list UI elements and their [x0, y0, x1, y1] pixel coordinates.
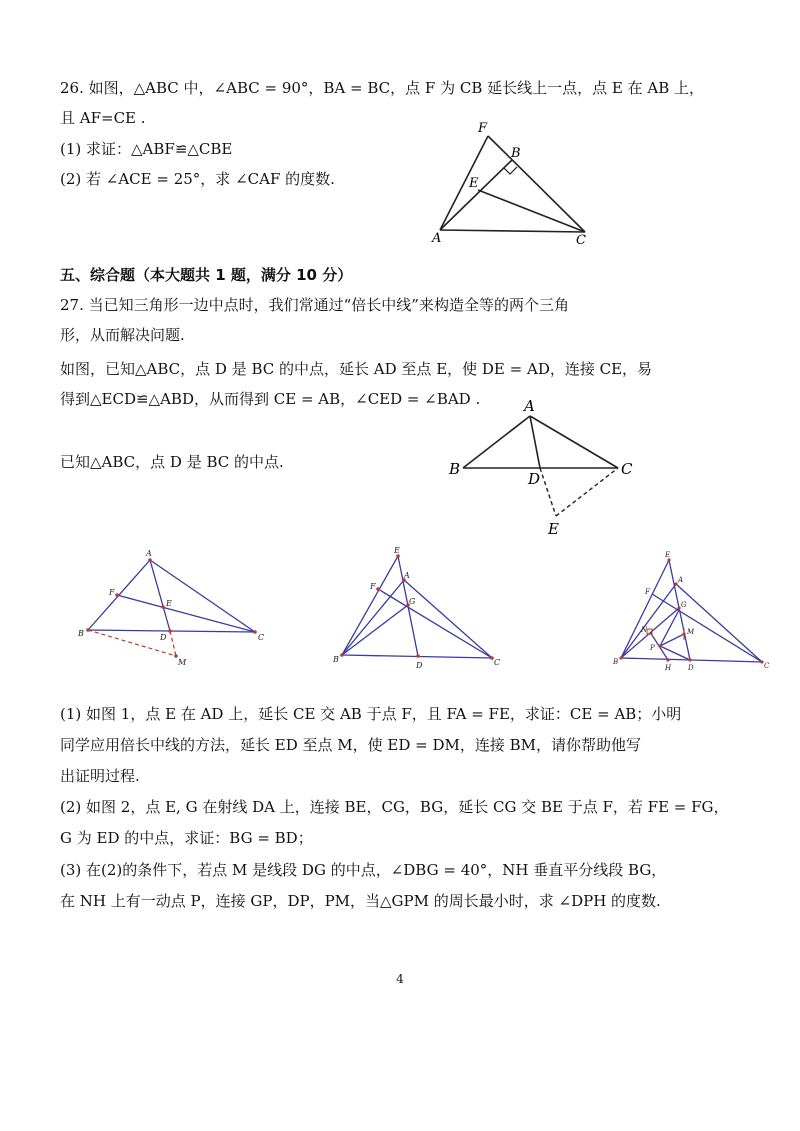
label-d: D: [688, 664, 694, 672]
seg-ec: [478, 190, 585, 232]
label-b: B: [511, 146, 521, 161]
q26-part-2: (2) 若 ∠ACE = 25°，求 ∠CAF 的度数.: [60, 170, 335, 188]
label-h: H: [665, 664, 672, 672]
label-b: B: [613, 658, 619, 666]
label-n: N: [641, 626, 648, 634]
q26-line-1: 26. 如图，△ABC 中，∠ABC = 90°，BA = BC，点 F 为 CB 延长线上一点，点 E 在 AB 上，: [60, 79, 705, 97]
label-m: M: [687, 628, 695, 636]
label-d: D: [528, 470, 541, 488]
label-f: F: [370, 582, 376, 591]
label-f: F: [109, 588, 115, 597]
label-b: B: [333, 655, 339, 664]
label-a: A: [432, 231, 442, 246]
q27-figure-3: [610, 545, 780, 675]
label-c: C: [494, 658, 501, 667]
q27-given: 已知△ABC，点 D 是 BC 的中点.: [60, 453, 284, 471]
label-c: C: [576, 233, 586, 248]
label-m: M: [178, 658, 187, 667]
label-e: E: [166, 599, 172, 608]
label-e: E: [665, 551, 671, 559]
label-e: E: [469, 176, 479, 191]
q27-figure-1: [70, 545, 270, 675]
label-c: C: [621, 460, 633, 478]
label-a: A: [678, 576, 684, 584]
q27-intro-2: 形，从而解决问题.: [60, 326, 185, 344]
label-g: G: [681, 601, 687, 609]
label-a: A: [524, 397, 535, 415]
q26-part-1: (1) 求证：△ABF≌△CBE: [60, 140, 233, 158]
q27-intro-1: 27. 当已知三角形一边中点时，我们常通过“倍长中线”来构造全等的两个三角: [60, 296, 569, 314]
q27-p3-line-1: (3) 在(2)的条件下，若点 M 是线段 DG 的中点，∠DBG = 40°，NH 垂直平分线段 BG，: [60, 861, 667, 879]
label-a: A: [404, 571, 410, 580]
label-e: E: [548, 520, 559, 538]
label-f: F: [645, 588, 650, 596]
q27-figure-2: [330, 545, 510, 675]
q27-p3-line-2: 在 NH 上有一动点 P，连接 GP，DP，PM，当△GPM 的周长最小时，求 ∠DPH 的度数.: [60, 892, 661, 910]
label-d: D: [416, 661, 423, 670]
seg-ac: [440, 230, 585, 232]
q27-p1-line-2: 同学应用倍长中线的方法，延长 ED 至点 M，使 ED = DM，连接 BM，请你帮助他写: [60, 736, 642, 754]
q27-p2-line-1: (2) 如图 2，点 E, G 在射线 DA 上，连接 BE，CG，BG，延长 CG 交 BE 于点 F，若 FE = FG，: [60, 798, 729, 816]
label-c: C: [764, 662, 770, 670]
q27-main-figure: [445, 395, 645, 540]
label-a: A: [146, 549, 152, 558]
label-f: F: [478, 121, 488, 136]
label-c: C: [258, 633, 265, 642]
q26-line-2: 且 AF=CE .: [60, 109, 146, 127]
section-heading: 五、综合题（本大题共 1 题，满分 10 分）: [60, 266, 353, 284]
label-b: B: [449, 460, 461, 478]
seg-ab: [440, 160, 512, 230]
page-number: 4: [396, 972, 404, 986]
right-angle-mark: [504, 167, 517, 174]
label-e: E: [394, 546, 400, 555]
q27-p2-line-2: G 为 ED 的中点，求证：BG = BD；: [60, 829, 313, 847]
q27-p1-line-1: (1) 如图 1，点 E 在 AD 上，延长 CE 交 AB 于点 F，且 FA = FE，求证：CE = AB；小明: [60, 705, 682, 723]
q26-figure: [430, 118, 600, 248]
q27-p1-line-3: 出证明过程.: [60, 767, 140, 785]
seg-fc: [488, 136, 585, 232]
label-p: P: [650, 644, 655, 652]
label-d: D: [160, 633, 167, 642]
label-g: G: [409, 597, 416, 606]
q27-intro-3: 如图，已知△ABC，点 D 是 BC 的中点，延长 AD 至点 E，使 DE = AD，连接 CE，易: [60, 360, 653, 378]
seg-af: [440, 136, 488, 230]
label-b: B: [78, 629, 84, 638]
q27-intro-4: 得到△ECD≌△ABD，从而得到 CE = AB，∠CED = ∠BAD .: [60, 390, 481, 408]
